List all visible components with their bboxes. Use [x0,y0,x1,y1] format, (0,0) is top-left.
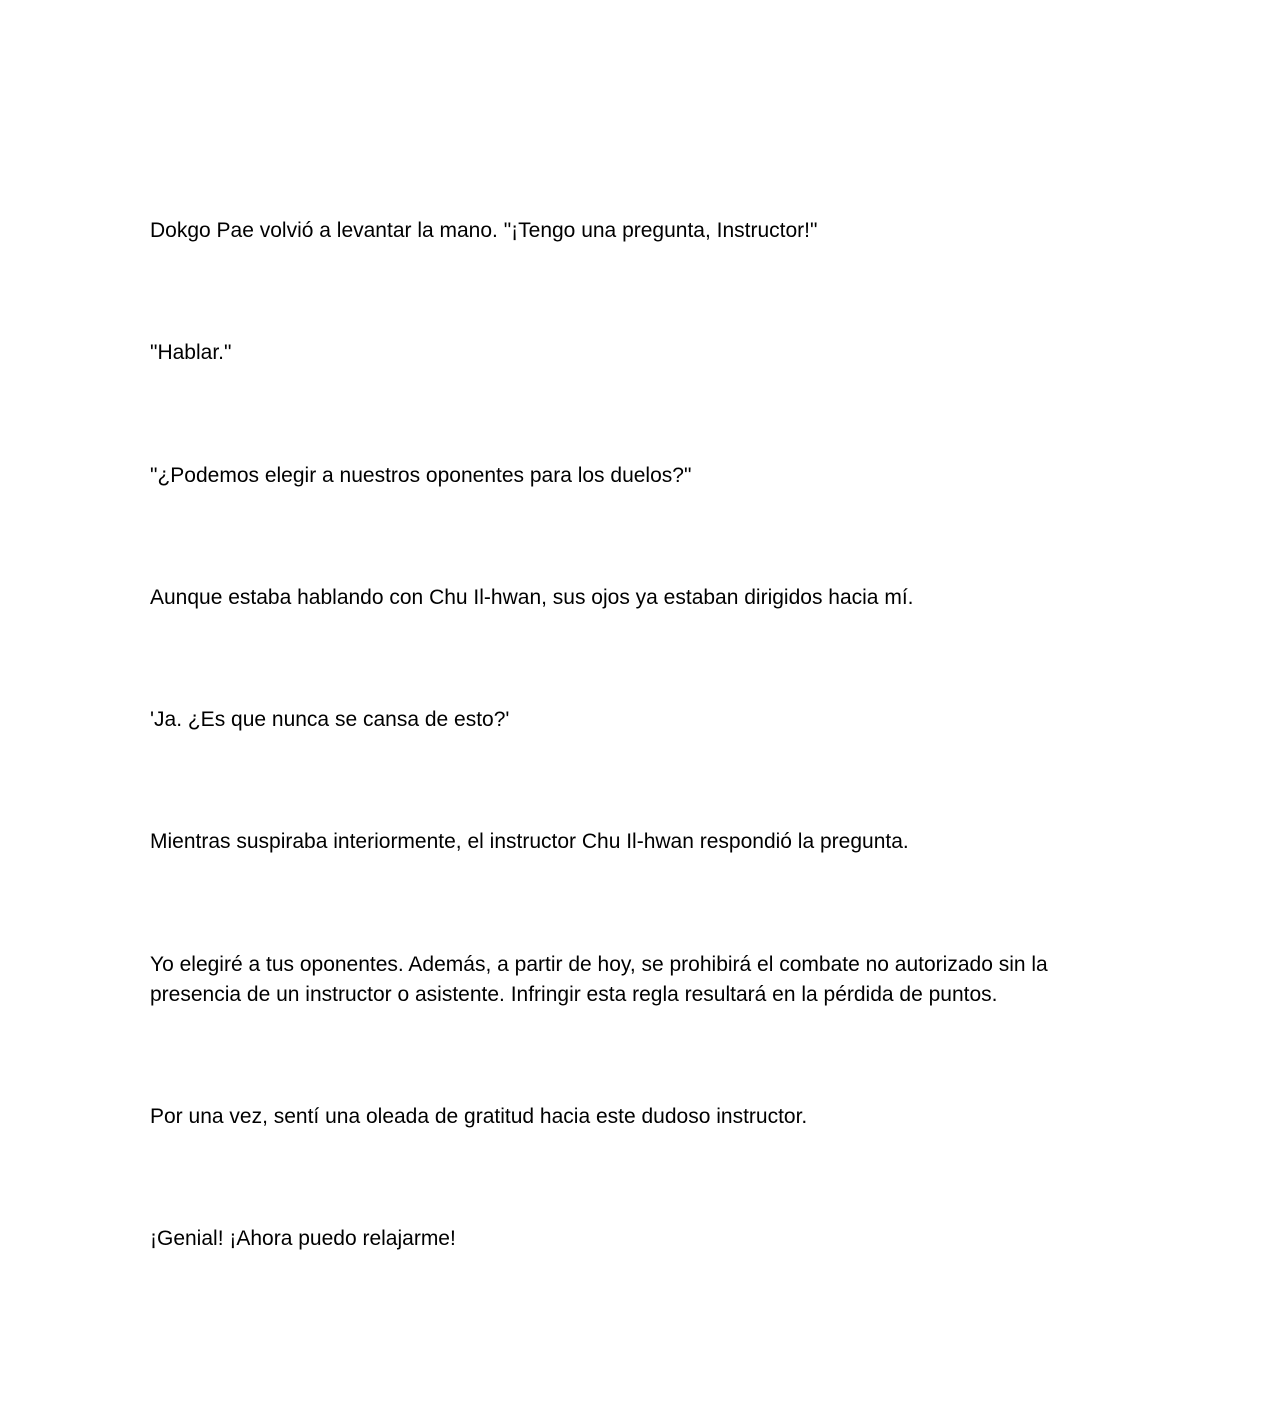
paragraph: Dokgo Pae volvió a levantar la mano. "¡Tengo una pregunta, Instructor!" [150,219,818,242]
paragraph: Yo elegiré a tus oponentes. Además, a partir de hoy, se prohibirá el combate no autorizado sin la presencia de un instructor o asistente. Infringir esta regla resultará en la pérdida de puntos. [150,953,1048,1006]
paragraph: Mientras suspiraba interiormente, el instructor Chu Il-hwan respondió la pregunta. [150,830,909,853]
paragraph: "¿Podemos elegir a nuestros oponentes para los duelos?" [150,464,692,487]
paragraph: 'Ja. ¿Es que nunca se cansa de esto?' [150,708,510,731]
paragraph: Aunque estaba hablando con Chu Il-hwan, sus ojos ya estaban dirigidos hacia mí. [150,586,914,609]
paragraph: Por una vez, sentí una oleada de gratitud hacia este dudoso instructor. [150,1105,808,1128]
paragraph: "Hablar." [150,341,232,364]
paragraph: ¡Genial! ¡Ahora puedo relajarme! [150,1227,456,1250]
